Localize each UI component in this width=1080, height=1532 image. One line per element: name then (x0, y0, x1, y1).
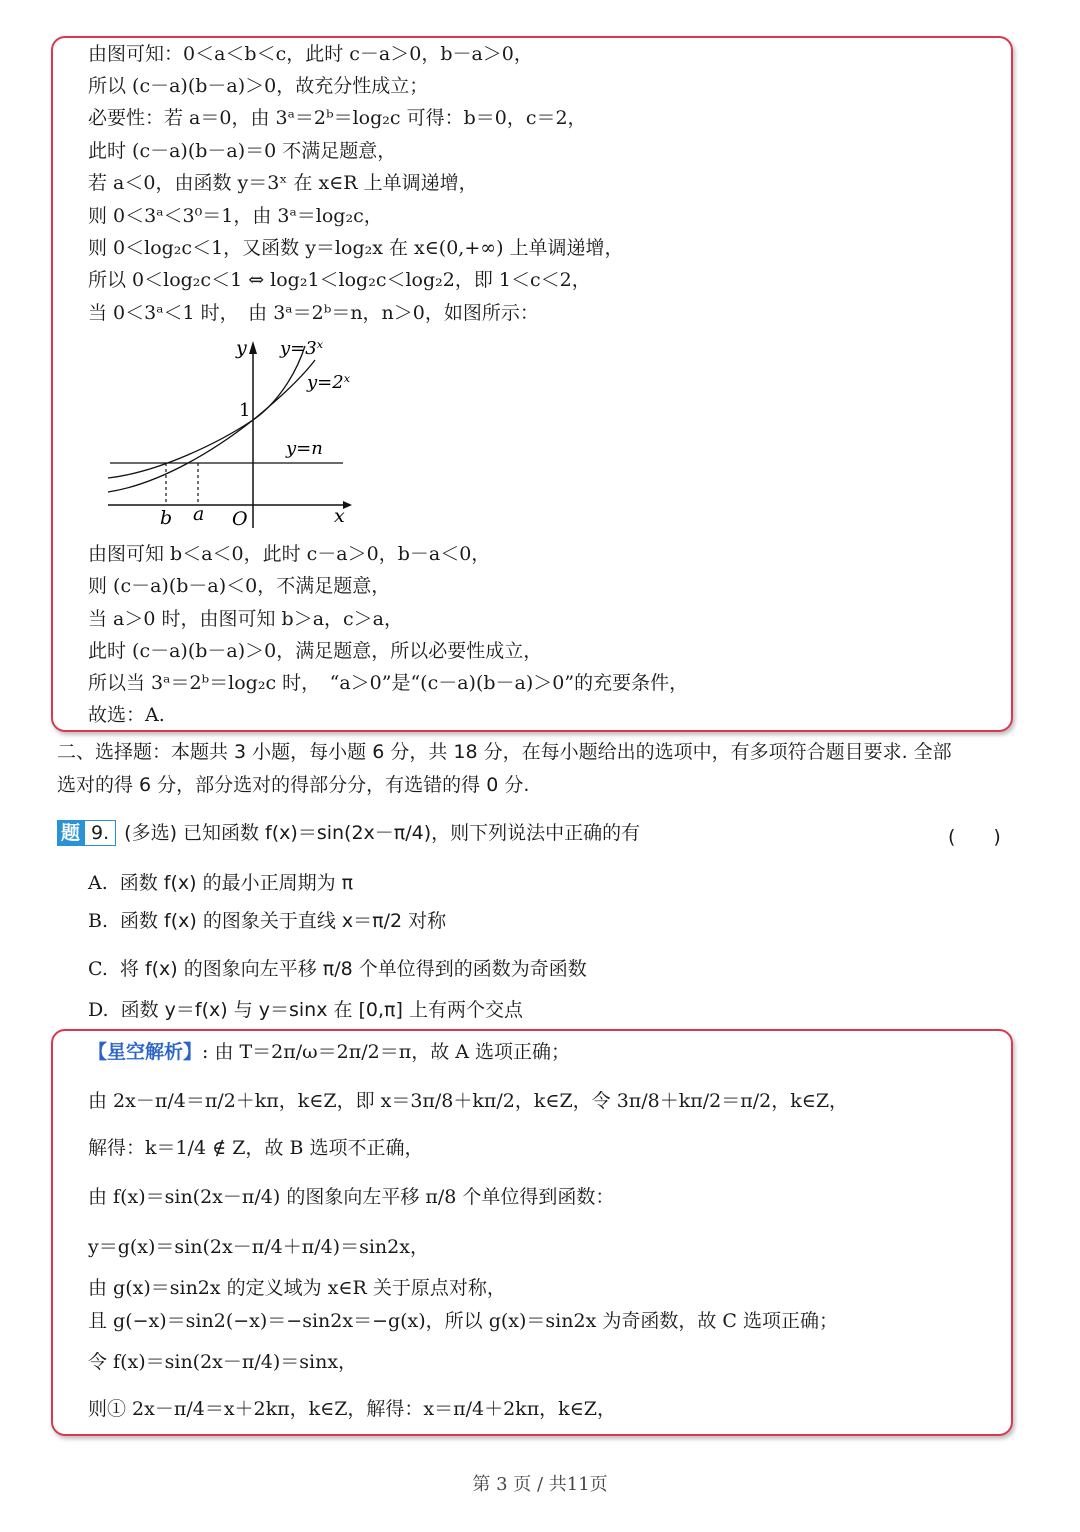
line-n-label: y=n (286, 438, 323, 459)
option-letter: B. (88, 910, 109, 932)
analysis-line: 令 f(x)＝sin(2x－π/4)＝sinx， (88, 1351, 358, 1373)
analysis-line: 解得：k＝1/4 ∉ Z，故 B 选项不正确， (88, 1137, 424, 1159)
b-label: b (160, 507, 173, 529)
solution-line: 由图可知：0＜a＜b＜c，此时 c－a＞0，b－a＞0， (88, 43, 533, 65)
analysis-label: 【星空解析】 (88, 1041, 203, 1063)
one-label: 1 (239, 400, 251, 421)
page-footer: 第 3 页 / 共11页 (472, 1474, 608, 1495)
solution-line: 此时 (c－a)(b－a)＝0 不满足题意， (88, 140, 397, 162)
option-text: 函数 y＝f(x) 与 y＝sinx 在 [0,π] 上有两个交点 (120, 999, 523, 1021)
section-heading-line1: 二、选择题：本题共 3 小题，每小题 6 分，共 18 分，在每小题给出的选项中，有多项符合题目要求. 全部 (57, 741, 952, 763)
solution-line: 故选：A. (88, 704, 165, 726)
curve-2x-label: y=2ˣ (307, 372, 351, 393)
solution-line: 必要性：若 a＝0，由 3ᵃ＝2ᵇ＝log₂c 可得：b＝0，c＝2， (88, 107, 587, 129)
option-letter: C. (88, 958, 108, 980)
solution-line: 则 0＜log₂c＜1，又函数 y＝log₂x 在 x∈(0,+∞) 上单调递增， (88, 237, 624, 259)
solution-line: 若 a＜0，由函数 y＝3ˣ 在 x∈R 上单调递增， (88, 172, 478, 194)
x-axis-label: x (334, 505, 345, 527)
solution-line: 则 0＜3ᵃ＜3⁰＝1，由 3ᵃ＝log₂c， (88, 205, 383, 227)
option-a (88, 868, 353, 895)
option-b (88, 906, 446, 933)
option-text: 函数 f(x) 的图象关于直线 x＝π/2 对称 (120, 910, 447, 932)
option-d (88, 995, 523, 1022)
question-9 (57, 818, 640, 846)
question-number: 9. (84, 820, 116, 846)
option-text: 将 f(x) 的图象向左平移 π/8 个单位得到的函数为奇函数 (119, 958, 587, 980)
solution-line: 当 0＜3ᵃ＜1 时， 由 3ᵃ＝2ᵇ＝n，n＞0，如图所示： (88, 302, 539, 324)
curve-3x-label: y=3ˣ (280, 338, 324, 359)
option-c (88, 954, 587, 981)
solution-line: 由图可知 b＜a＜0，此时 c－a＞0，b－a＜0， (88, 543, 491, 565)
a-label: a (193, 503, 205, 525)
analysis-line: 且 g(−x)＝sin2(−x)＝−sin2x＝−g(x)，所以 g(x)＝sin2x 为奇函数，故 C 选项正确； (88, 1310, 838, 1332)
option-letter: A. (88, 872, 108, 894)
question-tag: 题 (57, 820, 84, 846)
option-text: 函数 f(x) 的最小正周期为 π (119, 872, 354, 894)
section-heading-line2: 选对的得 6 分，部分选对的得部分分，有选错的得 0 分. (57, 774, 530, 796)
analysis-text: : 由 T＝2π/ω＝2π/2＝π，故 A 选项正确； (202, 1041, 570, 1063)
question-text: (多选) 已知函数 f(x)＝sin(2x－π/4)，则下列说法中正确的有 (124, 822, 641, 844)
origin-label: O (232, 508, 248, 530)
solution-line: 则 (c－a)(b－a)＜0，不满足题意， (88, 575, 391, 597)
analysis-line (88, 1040, 570, 1064)
solution-line: 当 a＞0 时，由图可知 b＞a，c＞a， (88, 608, 403, 630)
analysis-line: 由 f(x)＝sin(2x－π/4) 的图象向左平移 π/8 个单位得到函数： (88, 1186, 615, 1208)
analysis-line: 由 g(x)＝sin2x 的定义域为 x∈R 关于原点对称， (88, 1277, 506, 1299)
answer-blank: ( ) (948, 826, 1001, 848)
option-letter: D. (88, 999, 109, 1021)
analysis-line: 由 2x－π/4＝π/2＋kπ，k∈Z，即 x＝3π/8＋kπ/2，k∈Z，令 3π/8＋kπ/2＝π/2，k∈Z， (88, 1090, 849, 1112)
solution-line: 所以 (c－a)(b－a)＞0，故充分性成立； (88, 75, 429, 97)
exponential-graph-figure (100, 332, 360, 532)
solution-line: 所以 0＜log₂c＜1 ⇔ log₂1＜log₂c＜log₂2，即 1＜c＜2， (88, 269, 591, 291)
analysis-line: y＝g(x)＝sin(2x－π/4＋π/4)＝sin2x， (88, 1236, 429, 1258)
analysis-line: 则① 2x－π/4＝x＋2kπ，k∈Z，解得：x＝π/4＋2kπ，k∈Z， (88, 1398, 616, 1420)
solution-line: 此时 (c－a)(b－a)＞0，满足题意，所以必要性成立， (88, 640, 543, 662)
solution-line: 所以当 3ᵃ＝2ᵇ＝log₂c 时， “a＞0”是“(c－a)(b－a)＞0”的充要条件， (88, 672, 689, 694)
y-axis-label: y (236, 337, 247, 359)
